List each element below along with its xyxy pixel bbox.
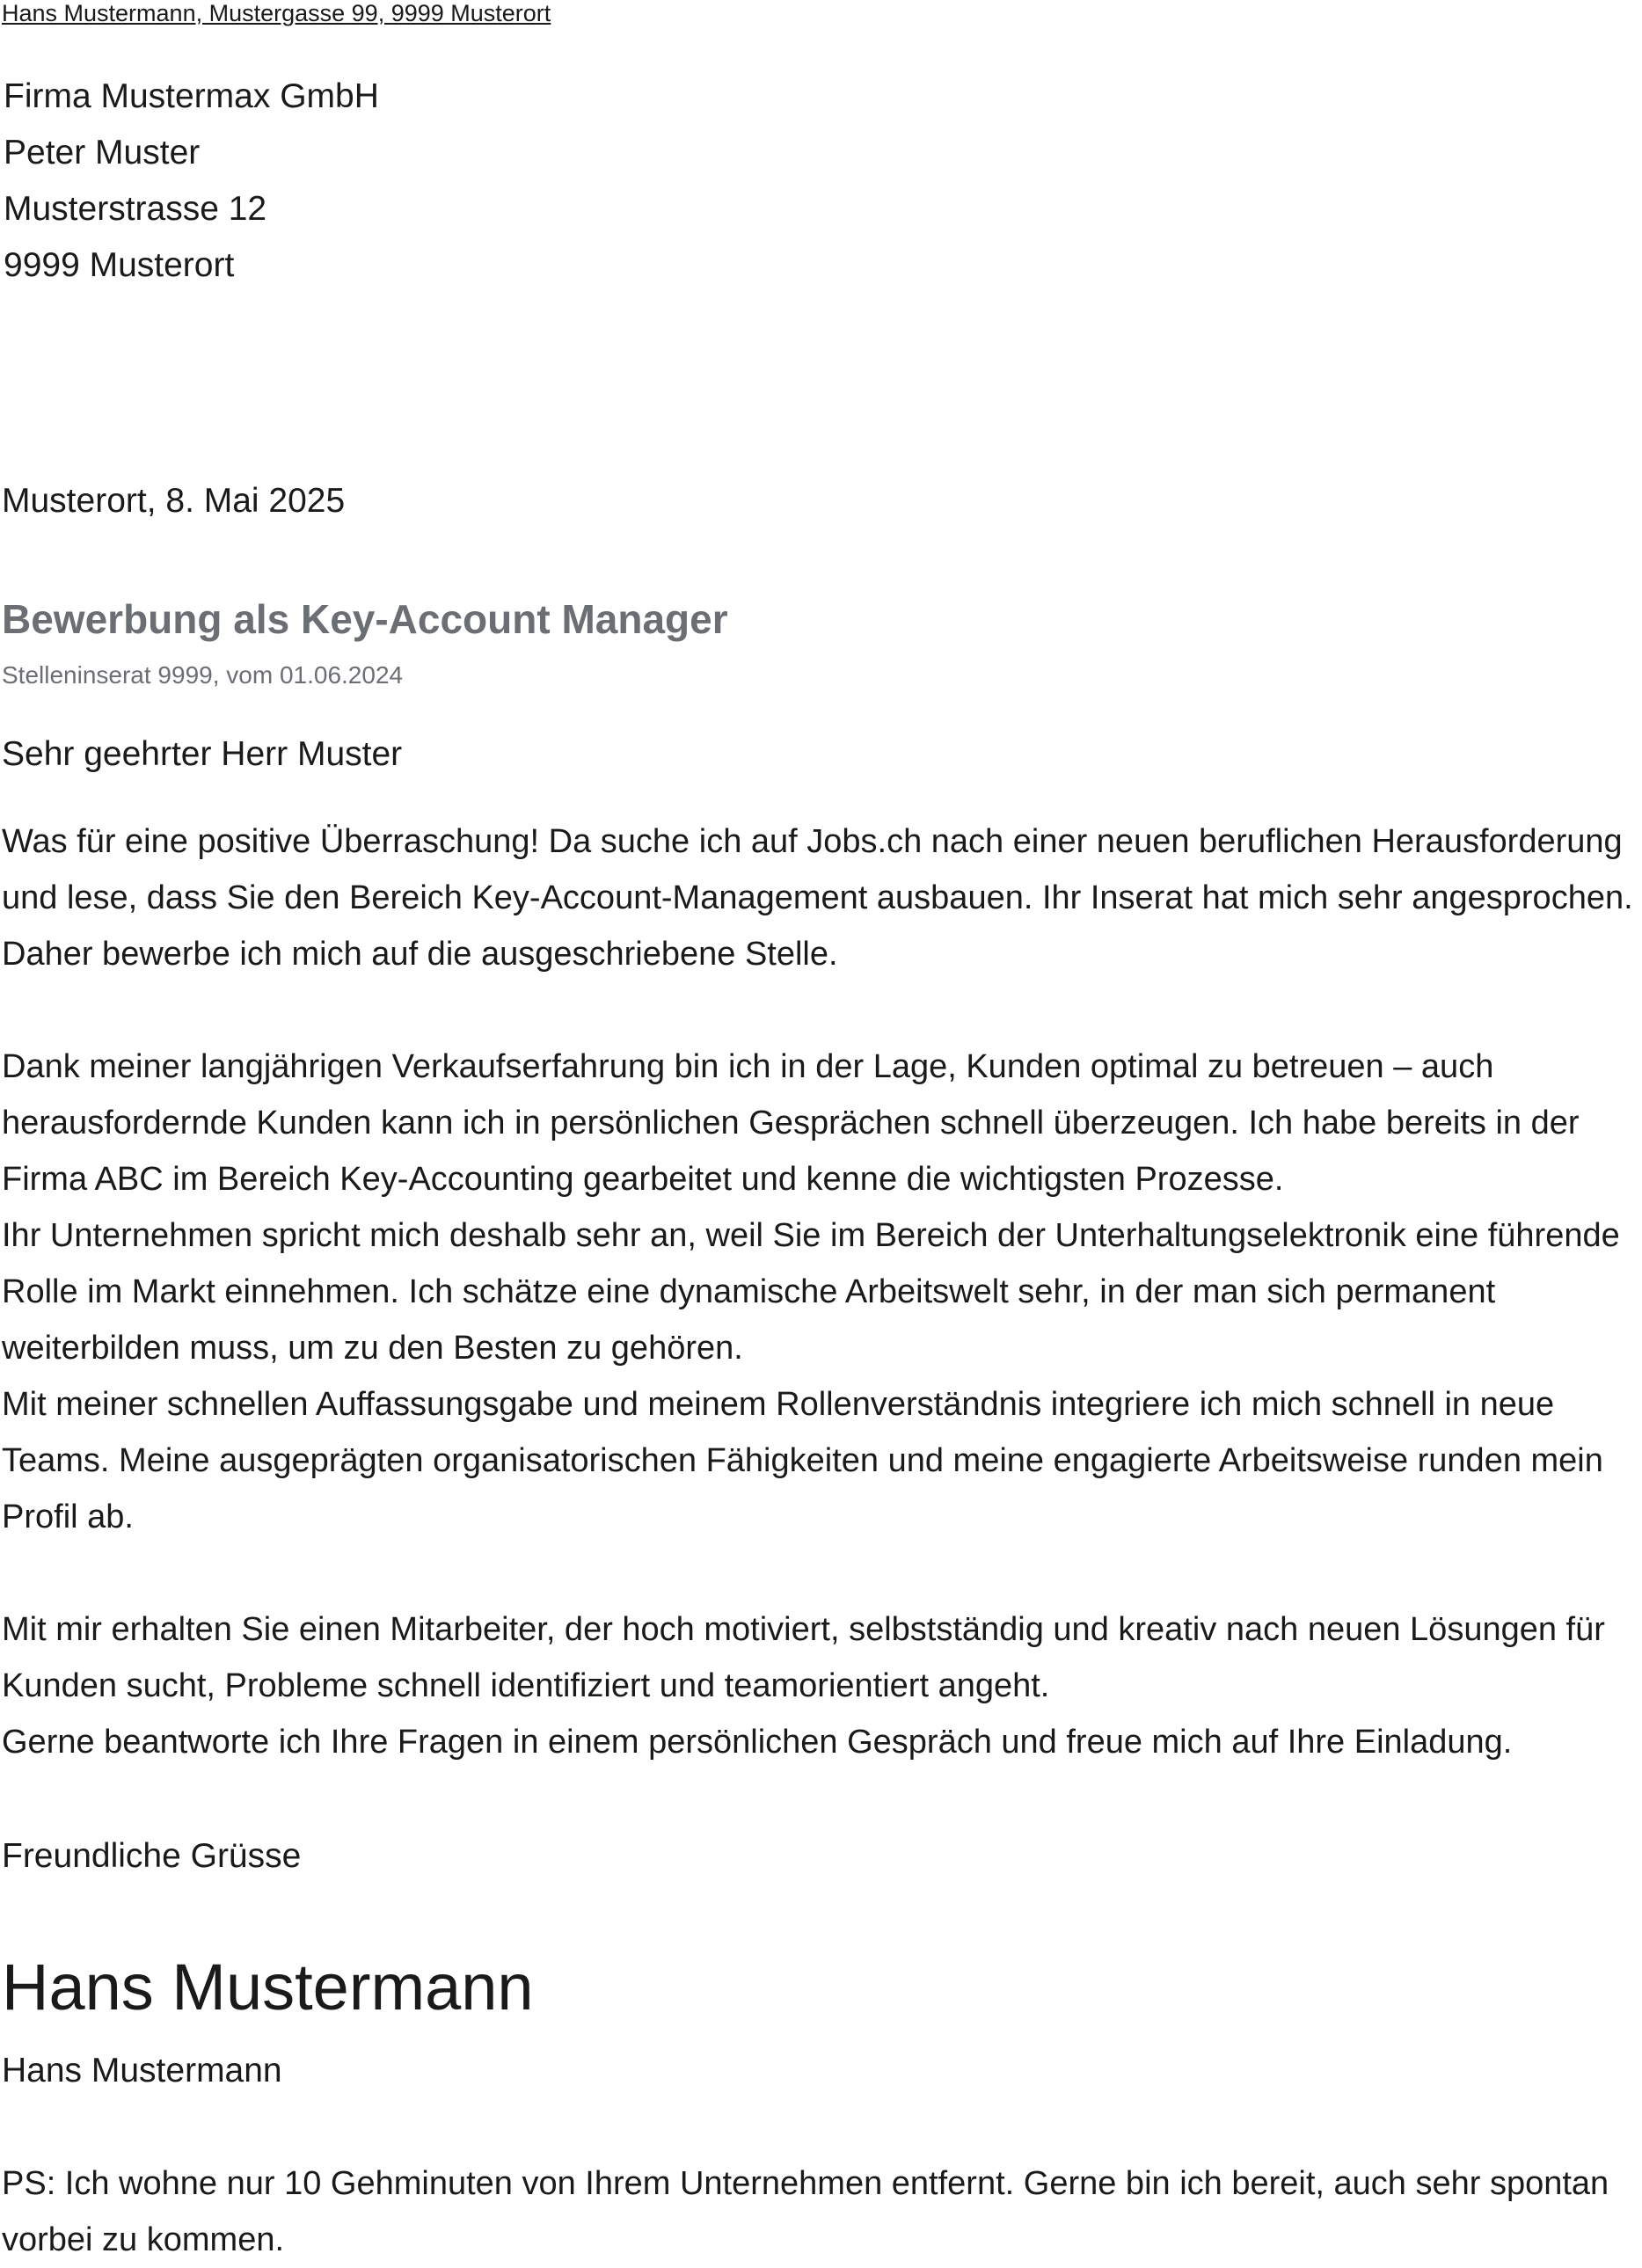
paragraph-gap	[2, 982, 1639, 1039]
letter-body	[2, 813, 1639, 1770]
body-paragraph-skills: Mit meiner schnellen Auffassungsgabe und meinem Rollenverständnis integriere ich mich schnell in neue Teams. Meine ausgeprägten organisatorischen Fähigkeiten und meine engagierte Arbeitsweise runden mein Profil ab.	[2, 1386, 1603, 1535]
letter-subject: Bewerbung als Key-Account Manager	[2, 596, 728, 642]
recipient-person: Peter Muster	[4, 134, 201, 171]
signature: Hans Mustermann	[2, 1951, 534, 2024]
body-paragraph-company: Ihr Unternehmen spricht mich deshalb sehr an, weil Sie im Bereich der Unterhaltungselektronik eine führende Rolle im Markt einnehmen. Ich schätze eine dynamische Arbeitswelt sehr, in der man sich permanent weiterbilden muss, um zu den Besten zu gehören.	[2, 1217, 1620, 1367]
paragraph-gap	[2, 1545, 1639, 1601]
recipient-address	[4, 69, 379, 294]
job-reference: Stelleninserat 9999, vom 01.06.2024	[2, 661, 404, 689]
postscript: PS: Ich wohne nur 10 Gehminuten von Ihrem Unternehmen entfernt. Gerne bin ich bereit, auch sehr spontan vorbei zu kommen.	[2, 2165, 1609, 2258]
closing-phrase: Freundliche Grüsse	[2, 1837, 302, 1875]
sender-address-line: Hans Mustermann, Mustergasse 99, 9999 Musterort	[2, 0, 551, 26]
recipient-city: 9999 Musterort	[4, 246, 235, 284]
letter-date: Musterort, 8. Mai 2025	[2, 482, 346, 520]
body-paragraph-invitation: Gerne beantworte ich Ihre Fragen in einem persönlichen Gespräch und freue mich auf Ihre Einladung.	[2, 1724, 1513, 1761]
body-paragraph-experience: Dank meiner langjährigen Verkaufserfahrung bin ich in der Lage, Kunden optimal zu betreuen – auch herausfordernde Kunden kann ich in persönlichen Gesprächen schnell überzeugen. Ich habe bereits in der Firma ABC im Bereich Key-Accounting gearbeitet und kenne die wichtigsten Prozesse.	[2, 1048, 1580, 1198]
body-paragraph-intro: Was für eine positive Überraschung! Da suche ich auf Jobs.ch nach einer neuen beruflichen Herausforderung und lese, dass Sie den Bereich Key-Account-Management ausbauen. Ihr Inserat hat mich sehr angesprochen. Daher bewerbe ich mich auf die ausgeschriebene Stelle.	[2, 823, 1633, 973]
salutation: Sehr geehrter Herr Muster	[2, 735, 403, 773]
recipient-street: Musterstrasse 12	[4, 190, 267, 228]
recipient-company: Firma Mustermax GmbH	[4, 77, 379, 115]
signer-name: Hans Mustermann	[2, 2052, 282, 2089]
body-paragraph-motivation: Mit mir erhalten Sie einen Mitarbeiter, der hoch motiviert, selbstständig und kreativ nach neuen Lösungen für Kunden sucht, Probleme schnell identifiziert und teamorientiert angeht.	[2, 1611, 1605, 1704]
